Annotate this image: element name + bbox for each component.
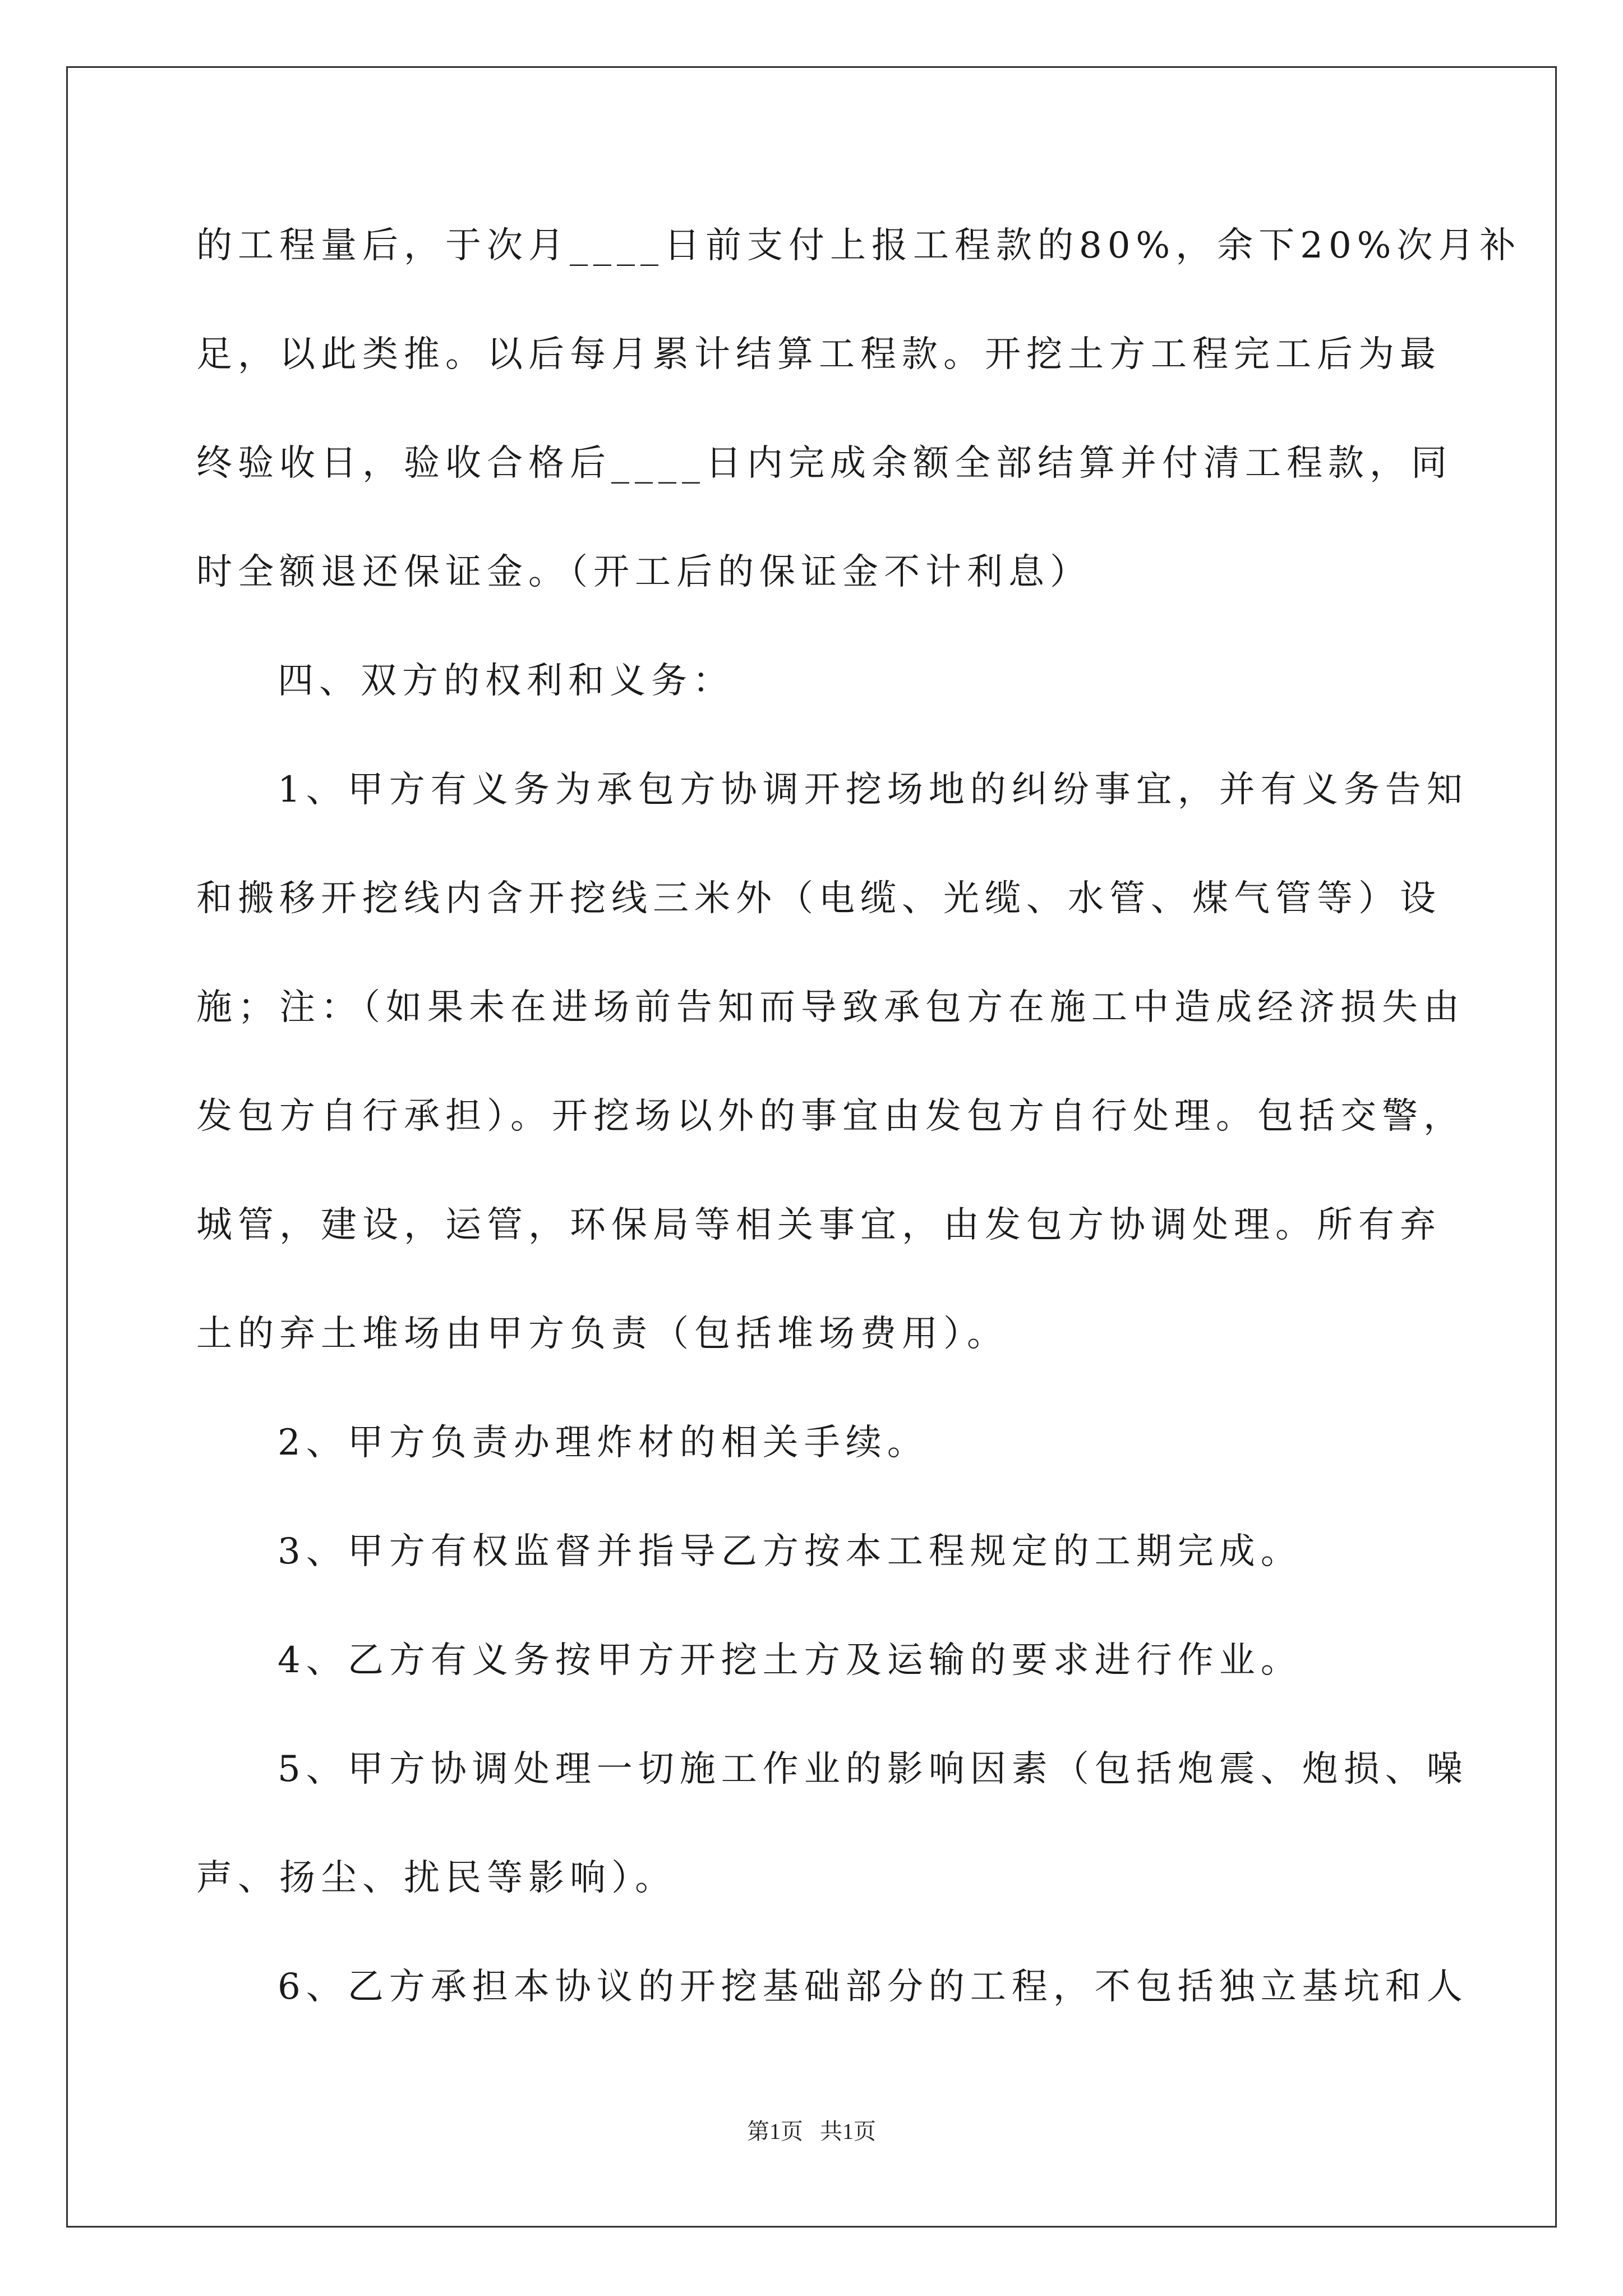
text-line: 时全额退还保证金。（开工后的保证金不计利息） xyxy=(196,551,1091,593)
text-line: 四、双方的权利和义务： xyxy=(278,660,734,702)
text-line: 发包方自行承担）。开挖场以外的事宜由发包方自行处理。包括交警， xyxy=(196,1096,1465,1137)
text-line: 6、乙方承担本协议的开挖基础部分的工程，不包括独立基坑和人 xyxy=(278,1966,1468,2008)
text-line: 1、甲方有义务为承包方协调开挖场地的纠纷事宜，并有义务告知 xyxy=(278,769,1468,811)
text-line: 4、乙方有义务按甲方开挖土方及运输的要求进行作业。 xyxy=(278,1640,1302,1681)
text-line: 城管，建设，运管，环保局等相关事宜，由发包方协调处理。所有弃 xyxy=(196,1204,1441,1246)
text-line: 的工程量后，于次月____日前支付上报工程款的80%，余下20%次月补 xyxy=(196,225,1521,266)
text-line: 3、甲方有权监督并指导乙方按本工程规定的工期完成。 xyxy=(278,1531,1302,1572)
text-line: 足，以此类推。以后每月累计结算工程款。开挖土方工程完工后为最 xyxy=(196,334,1441,375)
document-body xyxy=(196,218,1521,2068)
page-footer: 第1页 共1页 xyxy=(747,2119,876,2144)
text-line: 终验收日，验收合格后____日内完成余额全部结算并付清工程款，同 xyxy=(196,443,1453,484)
text-line: 5、甲方协调处理一切施工作业的影响因素（包括炮震、炮损、噪 xyxy=(278,1749,1468,1790)
text-line: 施；注：（如果未在进场前告知而导致承包方在施工中造成经济损失由 xyxy=(196,987,1465,1028)
text-line: 声、扬尘、扰民等影响）。 xyxy=(196,1857,676,1899)
text-line: 土的弃土堆场由甲方负责（包括堆场费用）。 xyxy=(196,1313,1008,1355)
text-line: 和搬移开挖线内含开挖线三米外（电缆、光缆、水管、煤气管等）设 xyxy=(196,878,1441,919)
text-line: 2、甲方负责办理炸材的相关手续。 xyxy=(278,1422,929,1464)
